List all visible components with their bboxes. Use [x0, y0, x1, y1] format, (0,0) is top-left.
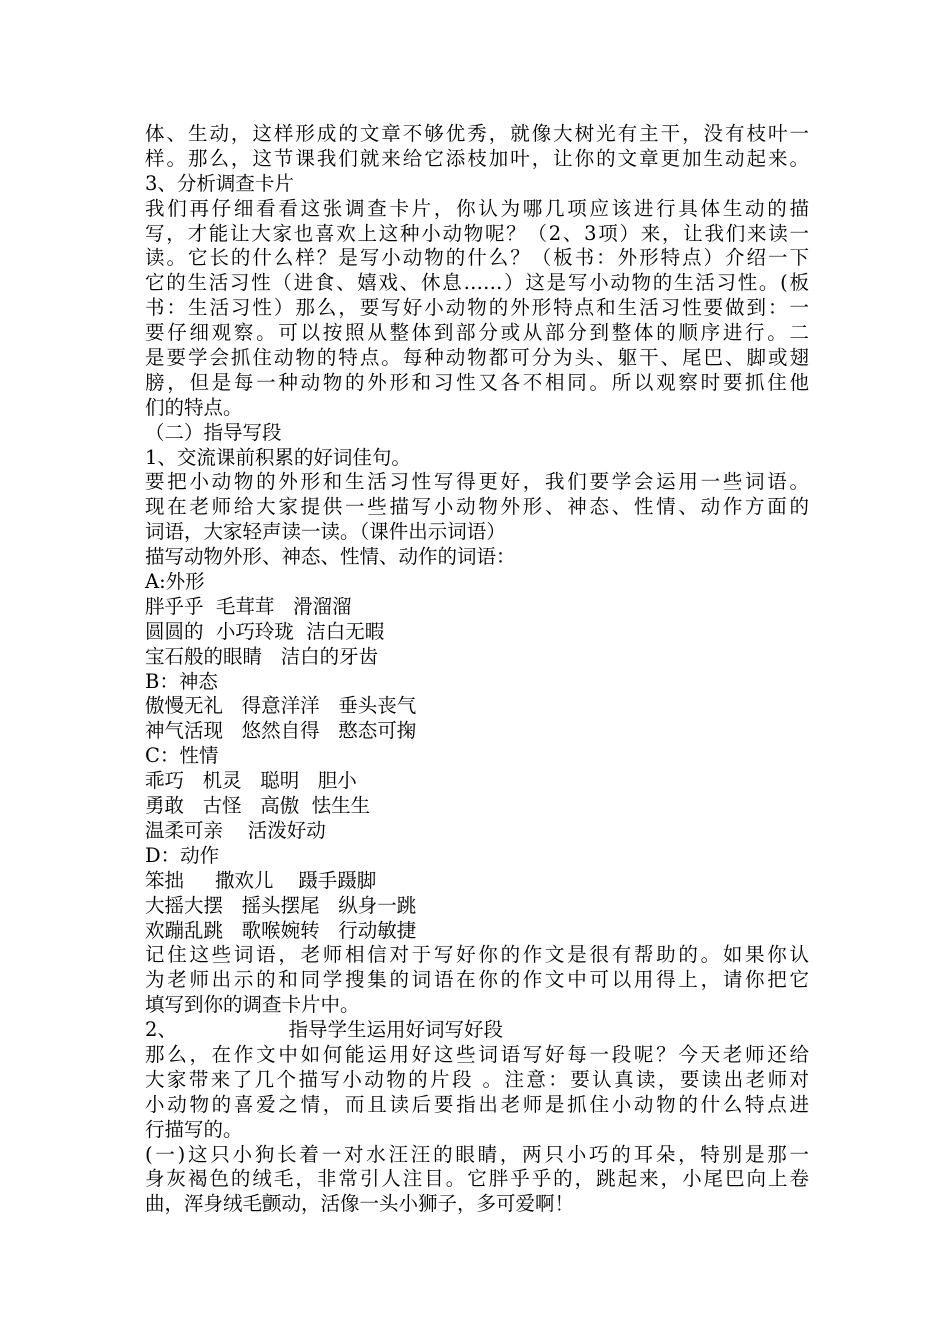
text-line: 写，才能让大家也喜欢上这种小动物呢？（2、3项）来，让我们来读一 [145, 221, 809, 245]
word-list-line: 勇敢 古怪 高傲 怯生生 [145, 794, 371, 818]
word-list-line: 圆圆的 小巧玲珑 洁白无暇 [145, 619, 385, 643]
word-list-line: 温柔可亲 活泼好动 [145, 818, 326, 842]
text-line: 是要学会抓住动物的特点。每种动物都可分为头、躯干、尾巴、脚或翅 [145, 346, 809, 370]
text-line: 体、生动，这样形成的文章不够优秀，就像大树光有主干，没有枝叶一 [145, 122, 809, 145]
text-line: 现在老师给大家提供一些描写小动物外形、神态、性情、动作方面的 [145, 495, 809, 519]
word-list-line: 大摇大摆 摇头摆尾 纵身一跳 [145, 893, 417, 917]
text-line: 膀，但是每一种动物的外形和习性又各不相同。所以观察时要抓住他 [145, 370, 809, 394]
word-list-line: 笨拙 撒欢儿 蹑手蹑脚 [145, 868, 377, 892]
document-page [145, 122, 809, 1217]
text-line: 行描写的。 [145, 1117, 243, 1141]
text-line: 书：生活习性）那么，要写好小动物的外形特点和生活习性要做到：一 [145, 296, 809, 320]
text-line: (一)这只小狗长着一对水汪汪的眼睛，两只小巧的耳朵，特别是那一 [145, 1142, 809, 1166]
text-line: 要仔细观察。可以按照从整体到部分或从部分到整体的顺序进行。二 [145, 321, 809, 345]
text-line: 小动物的喜爱之情，而且读后要指出老师是抓住小动物的什么特点进 [145, 1092, 809, 1116]
word-list-line: 欢蹦乱跳 歌喉婉转 行动敏捷 [145, 918, 417, 942]
text-line: 我们再仔细看看这张调查卡片，你认为哪几项应该进行具体生动的描 [145, 196, 809, 220]
subsection-heading: 1、交流课前积累的好词佳句。 [145, 445, 411, 469]
text-line: 大家带来了几个描写小动物的片段 。注意：要认真读，要读出老师对 [145, 1067, 809, 1091]
text-line: 记住这些词语，老师相信对于写好你的作文是很有帮助的。如果你认 [145, 943, 809, 967]
text-line: 描写动物外形、神态、性情、动作的词语： [145, 545, 516, 569]
text-line: 词语，大家轻声读一读。（课件出示词语） [145, 520, 506, 544]
word-list-line: 神气活现 悠然自得 憨态可掬 [145, 719, 417, 743]
text-line: 那么，在作文中如何能运用好这些词语写好每一段呢？今天老师还给 [145, 1042, 809, 1066]
word-list-line: 傲慢无礼 得意洋洋 垂头丧气 [145, 694, 417, 718]
text-line: 们的特点。 [145, 395, 243, 419]
category-label: B：神态 [145, 669, 218, 693]
subsection-heading: 2、 指导学生运用好词写好段 [145, 1018, 503, 1042]
text-line: 身灰褐色的绒毛，非常引人注目。它胖乎乎的，跳起来，小尾巴向上卷 [145, 1167, 809, 1191]
text-line: 填写到你的调查卡片中。 [145, 993, 360, 1017]
text-line: 为老师出示的和同学搜集的词语在你的作文中可以用得上，请你把它 [145, 968, 809, 992]
text-line: 样。那么，这节课我们就来给它添枝加叶，让你的文章更加生动起来。 [145, 146, 809, 170]
text-line: 曲，浑身绒毛颤动，活像一头小狮子，多可爱啊！ [145, 1192, 575, 1216]
section-heading: （二）指导写段 [145, 420, 282, 444]
category-label: A:外形 [145, 570, 205, 594]
word-list-line: 宝石般的眼睛 洁白的牙齿 [145, 644, 379, 668]
category-label: C：性情 [145, 744, 219, 768]
text-line: 要把小动物的外形和生活习性写得更好，我们要学会运用一些词语。 [145, 470, 809, 494]
section-heading: 3、分析调查卡片 [145, 171, 294, 195]
word-list-line: 胖乎乎 毛茸茸 滑溜溜 [145, 594, 352, 618]
category-label: D：动作 [145, 843, 220, 867]
word-list-line: 乖巧 机灵 聪明 胆小 [145, 769, 357, 793]
text-line: 它的生活习性（进食、嬉戏、休息……）这是写小动物的生活习性。(板 [145, 271, 809, 295]
text-line: 读。它长的什么样？是写小动物的什么？（板书：外形特点）介绍一下 [145, 246, 809, 270]
